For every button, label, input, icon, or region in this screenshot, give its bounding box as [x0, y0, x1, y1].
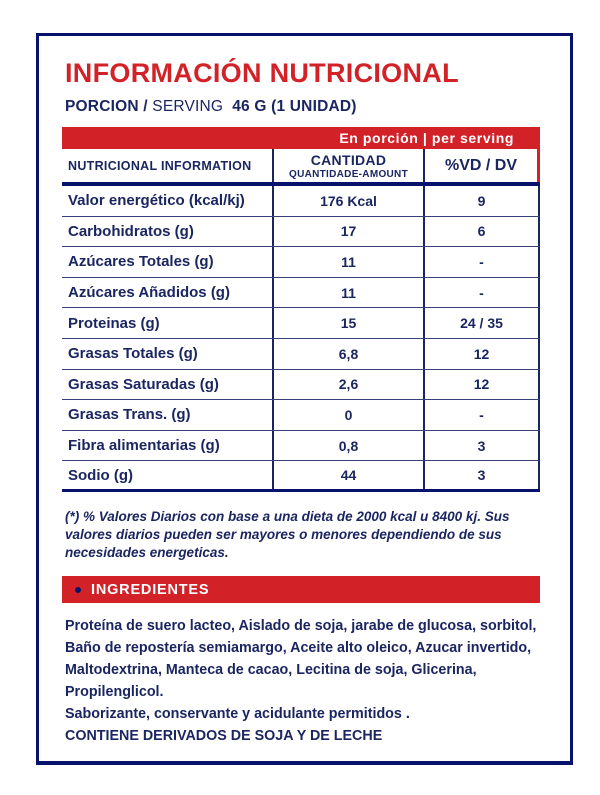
nutrient-name: Sodio (g) [68, 466, 133, 484]
nutrient-dv: - [425, 247, 540, 277]
nutrient-dv: 24 / 35 [425, 308, 540, 338]
nutrient-name: Grasas Totales (g) [68, 345, 198, 363]
nutrient-name: Fibra alimentarias (g) [68, 437, 220, 455]
nutrient-dv: 12 [425, 339, 540, 369]
nutrient-amount: 6,8 [272, 339, 425, 369]
ingredients-body: Proteína de suero lacteo, Aislado de soja, jarabe de glucosa, sorbitol, Baño de repostería semiamargo, Aceite alto oleico, Azucar invertido, Maltodextrina, Manteca de cacao, Lecitina de soja, Glicerina, Propilenglicol. [65, 618, 537, 701]
nutrient-amount: 11 [272, 278, 425, 308]
nutrient-dv: - [425, 278, 540, 308]
nutrient-amount: 15 [272, 308, 425, 338]
table-row [62, 461, 540, 492]
nutrient-name: Azúcares Totales (g) [68, 253, 214, 271]
nutrient-name: Carbohidratos (g) [68, 222, 194, 240]
per-serving-banner-label: En porción | per serving [339, 130, 514, 146]
nutrient-dv: 6 [425, 217, 540, 247]
nutrient-amount: 0 [272, 400, 425, 430]
nutrient-dv: 12 [425, 370, 540, 400]
ingredients-heading: INGREDIENTES [91, 581, 210, 598]
table-row [62, 370, 540, 401]
nutrient-dv: 9 [425, 186, 540, 216]
nutrient-name: Azúcares Añadidos (g) [68, 284, 230, 302]
nutrient-amount: 2,6 [272, 370, 425, 400]
table-row [62, 400, 540, 431]
nutrient-amount: 17 [272, 217, 425, 247]
serving-label: SERVING [152, 98, 224, 115]
table-row [62, 431, 540, 462]
header-daily-value: %VD / DV [425, 149, 540, 182]
per-serving-banner [62, 127, 540, 149]
daily-values-footnote: (*) % Valores Diarios con base a una dieta de 2000 kcal u 8400 kj. Sus valores diarios pueden ser mayores o menores dependiendo de sus necesidades energeticas. [65, 508, 510, 561]
table-row [62, 247, 540, 278]
nutrient-name: Proteinas (g) [68, 314, 160, 332]
bullet-circle-icon [75, 587, 81, 593]
header-amount [272, 149, 425, 182]
nutrient-amount: 0,8 [272, 431, 425, 461]
porcion-label: PORCION / [65, 98, 148, 115]
header-amount-main: CANTIDAD [310, 151, 387, 168]
header-nutritional-information: NUTRICIONAL INFORMATION [68, 158, 252, 173]
nutrient-dv: 3 [425, 461, 540, 489]
table-header-row [62, 149, 540, 186]
table-row [62, 217, 540, 248]
nutrient-amount: 44 [272, 461, 425, 489]
allergen-statement: CONTIENE DERIVADOS DE SOJA Y DE LECHE [65, 728, 383, 745]
nutrient-name: Valor energético (kcal/kj) [68, 192, 245, 210]
table-row [62, 339, 540, 370]
ingredients-text [65, 615, 551, 747]
table-row [62, 186, 540, 217]
header-amount-sub: QUANTIDADE-AMOUNT [289, 168, 408, 180]
serving-value: 46 G (1 UNIDAD) [232, 98, 357, 115]
nutrient-amount: 176 Kcal [272, 186, 425, 216]
nutrient-dv: 3 [425, 431, 540, 461]
serving-line [65, 98, 541, 116]
nutrient-name: Grasas Saturadas (g) [68, 375, 219, 393]
ingredients-additives-line: Saborizante, conservante y acidulante permitidos . [65, 706, 410, 723]
nutrient-dv: - [425, 400, 540, 430]
table-row [62, 278, 540, 309]
ingredients-heading-bar [62, 576, 540, 603]
nutrition-label-card [36, 33, 573, 765]
table-row [62, 308, 540, 339]
nutrient-amount: 11 [272, 247, 425, 277]
page-title: INFORMACIÓN NUTRICIONAL [65, 58, 459, 88]
nutrient-name: Grasas Trans. (g) [68, 406, 191, 424]
nutrition-table [62, 149, 540, 492]
